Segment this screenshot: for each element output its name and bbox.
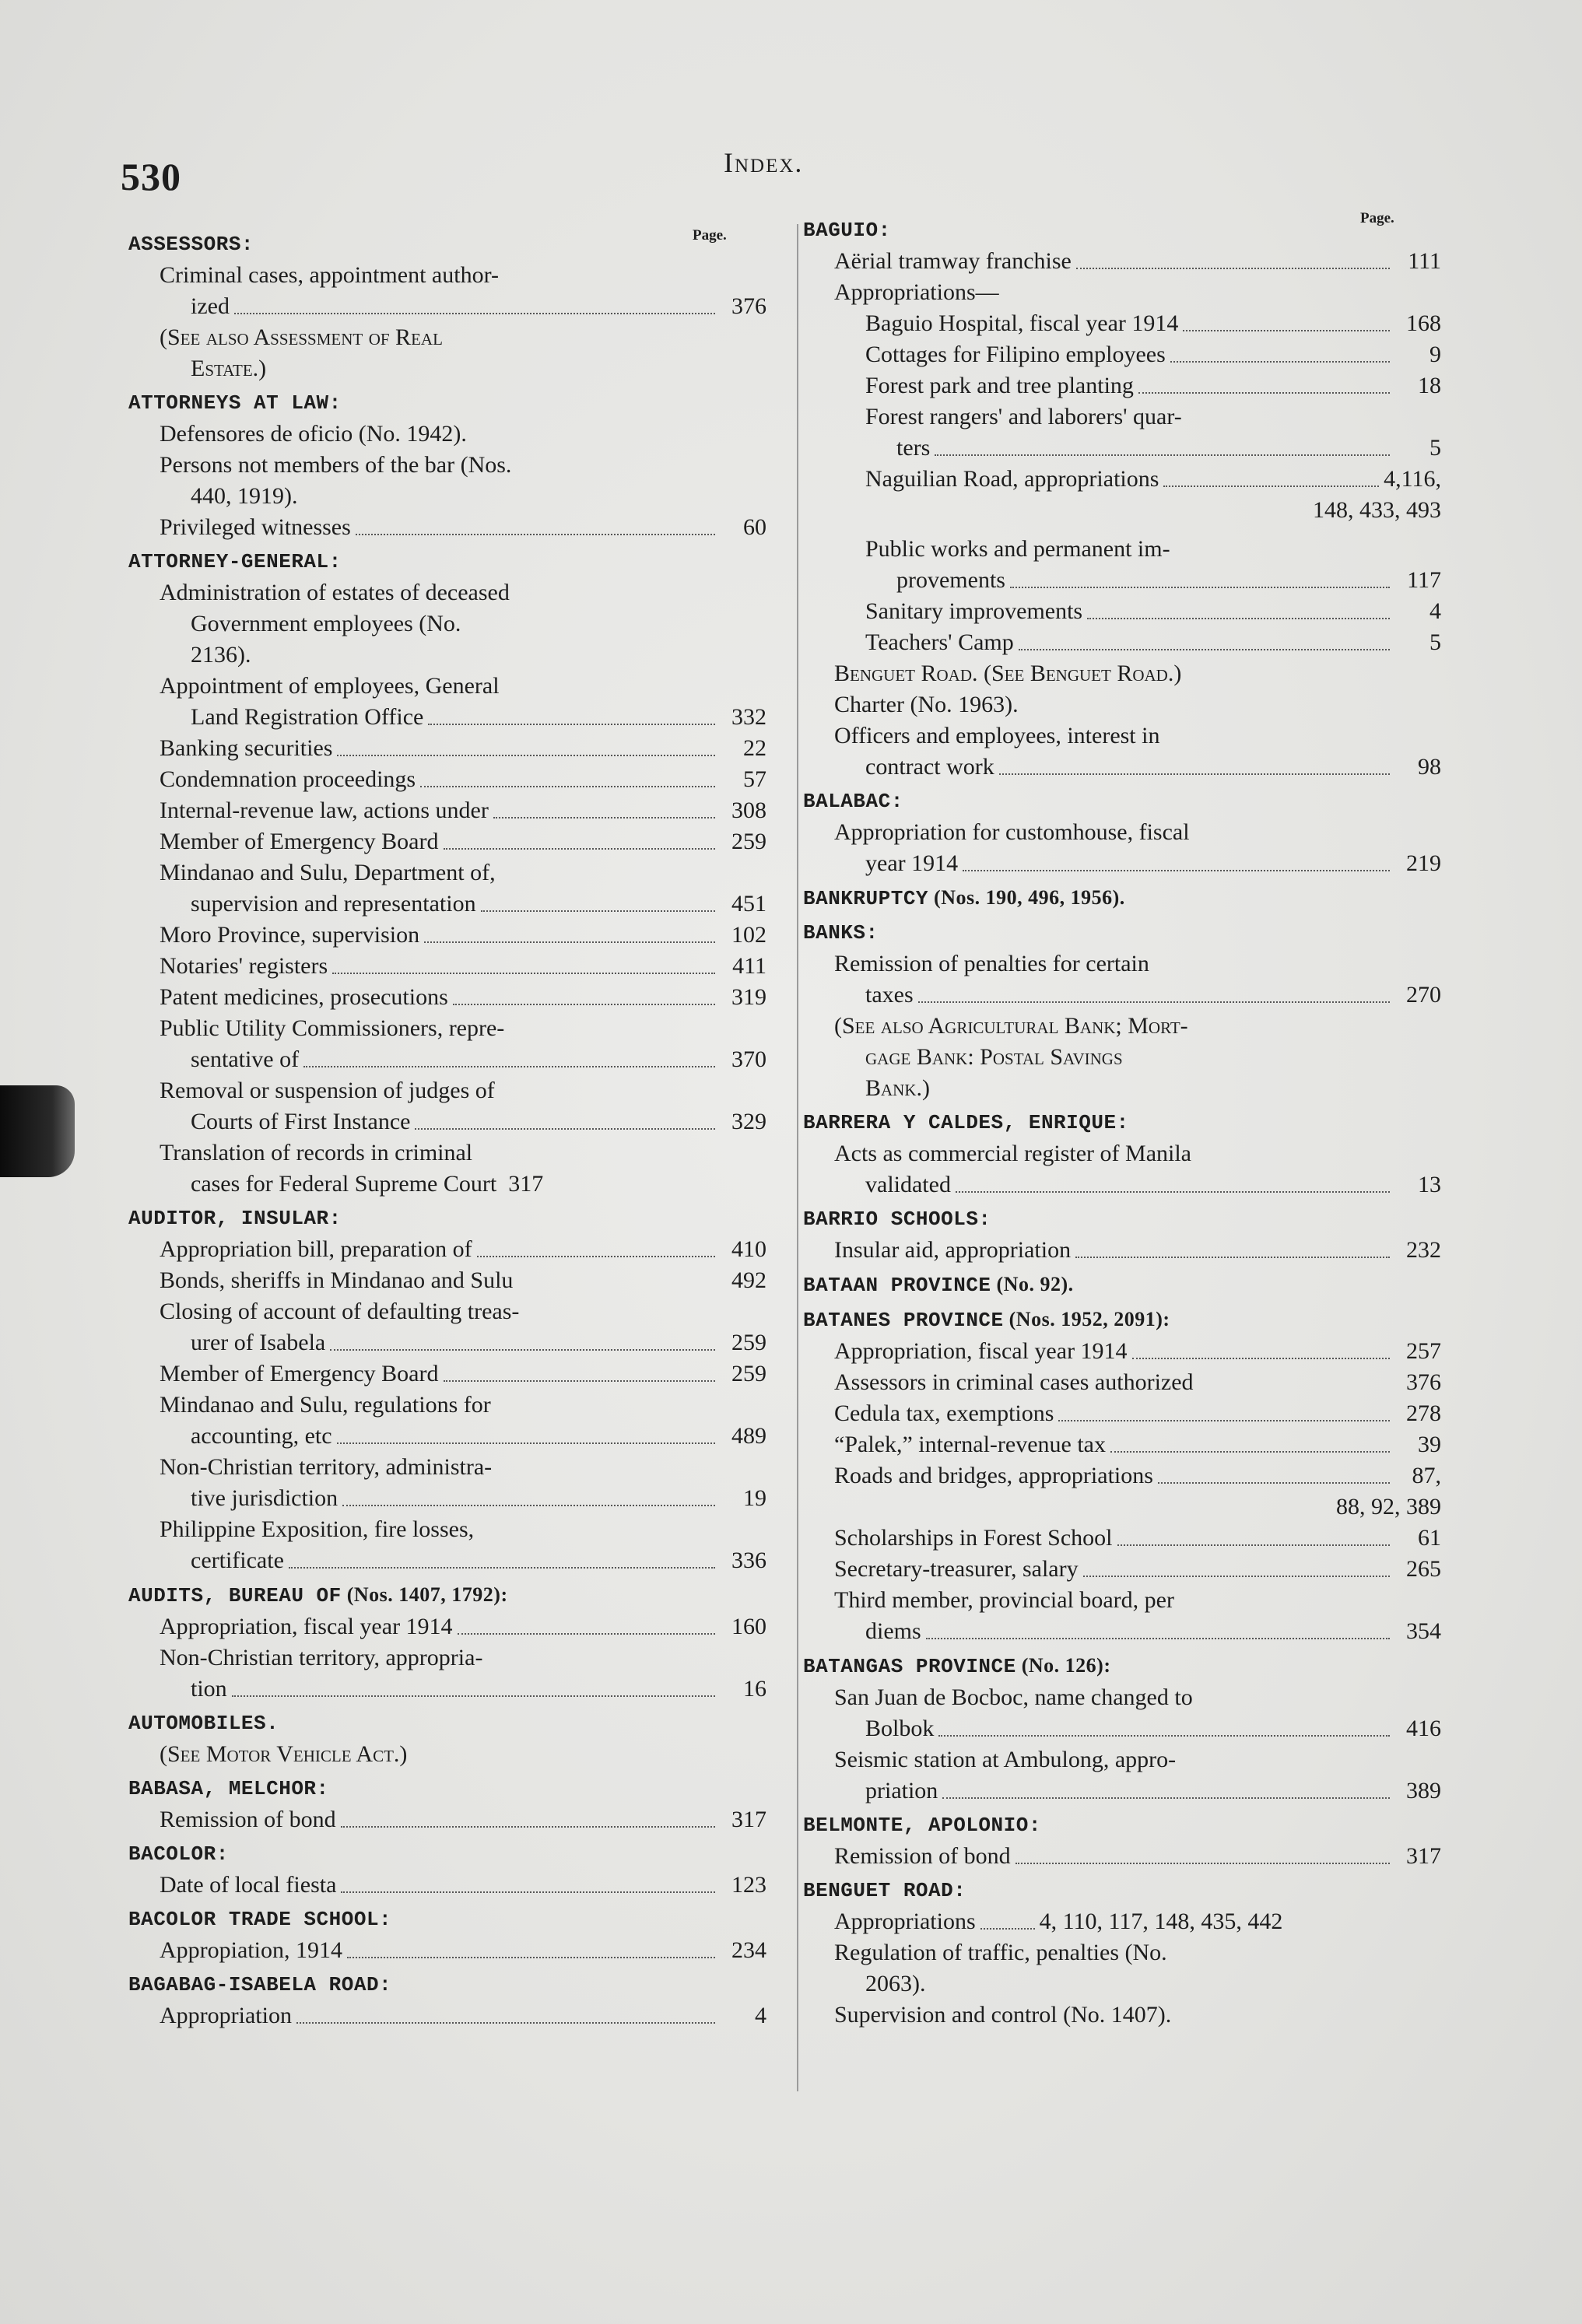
index-heading: AUDITS, BUREAU OF (Nos. 1407, 1792): (128, 1583, 508, 1607)
index-entry: provements 117 (803, 565, 1441, 596)
page-ref: 354 (1406, 1618, 1441, 1644)
index-entry: Member of Emergency Board 259 (128, 1358, 766, 1390)
see-also: (See also Assessment of Real (160, 324, 443, 350)
index-line: Remission of penalties for certain (834, 951, 1149, 976)
page-ref: 259 (731, 1330, 766, 1355)
index-line: Appropriations— (834, 279, 999, 305)
index-entry: “Palek,” internal-revenue tax 39 (803, 1429, 1441, 1460)
index-line: Third member, provincial board, per (834, 1587, 1174, 1613)
index-line: Persons not members of the bar (Nos. (160, 452, 512, 478)
index-entry: supervision and representation 451 (128, 889, 766, 920)
index-entry: priation 389 (803, 1775, 1441, 1807)
see-also-cont: gage Bank: Postal Savings (865, 1044, 1123, 1070)
page-ref: 232 (1406, 1237, 1441, 1263)
index-line: Philippine Exposition, fire losses, (160, 1516, 475, 1542)
index-entry: Assessors in criminal cases authorized 376 (803, 1367, 1441, 1398)
index-entry: ters 5 (803, 433, 1441, 464)
index-line: Public Utility Commissioners, repre- (160, 1015, 505, 1041)
index-line: Translation of records in criminal (160, 1140, 473, 1166)
index-line: San Juan de Bocboc, name changed to (834, 1684, 1193, 1710)
page-ref: 370 (731, 1046, 766, 1072)
page-ref: 16 (743, 1676, 766, 1702)
index-line: Mindanao and Sulu, Department of, (160, 860, 496, 885)
index-entry: Courts of First Instance 329 (128, 1106, 766, 1137)
page-ref: 22 (743, 735, 766, 761)
index-line: Mindanao and Sulu, regulations for (160, 1392, 491, 1418)
page-ref: 13 (1418, 1172, 1441, 1197)
index-line: Seismic station at Ambulong, appro- (834, 1747, 1177, 1772)
index-heading: BARRIO SCHOOLS: (803, 1208, 991, 1231)
page-ref: 4,116, (1384, 466, 1441, 492)
page-ref: 60 (743, 514, 766, 540)
index-entry: Member of Emergency Board 259 (128, 826, 766, 857)
index-line: Forest rangers' and laborers' quar- (865, 404, 1182, 429)
index-entry: taxes 270 (803, 980, 1441, 1011)
index-heading: BATANES PROVINCE (Nos. 1952, 2091): (803, 1308, 1170, 1332)
see-also: Benguet Road. (See Benguet Road.) (834, 661, 1182, 686)
index-line: 440, 1919). (191, 483, 298, 509)
index-line: Government employees (No. (191, 611, 461, 636)
index-entry: Baguio Hospital, fiscal year 1914 168 (803, 308, 1441, 339)
index-entry: tive jurisdiction 19 (128, 1483, 766, 1514)
page-ref: 87, (1412, 1463, 1441, 1488)
left-page-column-header: Page. (693, 227, 727, 244)
page-number: 530 (121, 155, 181, 198)
page-ref: 234 (731, 1937, 766, 1963)
index-heading: AUDITOR, INSULAR: (128, 1207, 342, 1230)
index-entry: tion 16 (128, 1674, 766, 1705)
index-entry: Forest park and tree planting 18 (803, 370, 1441, 401)
index-entry: Condemnation proceedings 57 (128, 764, 766, 795)
index-line: Non-Christian territory, administra- (160, 1454, 493, 1480)
page-ref: 123 (731, 1872, 766, 1898)
index-entry: Appropriation bill, preparation of 410 (128, 1234, 766, 1265)
index-line: 2063). (865, 1971, 926, 1996)
index-entry: Moro Province, supervision 102 (128, 920, 766, 951)
page-ref: 4 (755, 2003, 766, 2028)
index-heading: ASSESSORS: (128, 233, 254, 256)
index-heading: BAGABAG-ISABELA ROAD: (128, 1973, 392, 1996)
index-entry: Land Registration Office 332 (128, 702, 766, 733)
page-ref: 219 (1406, 850, 1441, 876)
page-ref: 317 (731, 1807, 766, 1832)
index-line: 2136). (191, 642, 251, 668)
page-ref: 451 (731, 891, 766, 917)
index-entry: certificate 336 (128, 1545, 766, 1576)
page-ref: 160 (731, 1614, 766, 1639)
page-ref: 19 (743, 1485, 766, 1511)
page-ref: 5 (1429, 629, 1441, 655)
page-ref: 376 (731, 293, 766, 319)
index-entry: Naguilian Road, appropriations 4,116, (803, 464, 1441, 495)
index-heading: BABASA, MELCHOR: (128, 1777, 329, 1800)
page-ref: 257 (1406, 1338, 1441, 1364)
index-line: Officers and employees, interest in (834, 723, 1160, 748)
index-heading: ATTORNEY-GENERAL: (128, 550, 342, 573)
index-heading: BALABAC: (803, 790, 903, 813)
index-entry: Scholarships in Forest School 61 (803, 1523, 1441, 1554)
page-ref: 270 (1406, 982, 1441, 1008)
index-entry: Appropriations 4, 110, 117, 148, 435, 442 (803, 1906, 1441, 1937)
index-entry: Secretary-treasurer, salary 265 (803, 1554, 1441, 1585)
index-entry: ized 376 (128, 291, 766, 322)
index-heading: ATTORNEYS AT LAW: (128, 391, 342, 415)
index-heading: BANKS: (803, 921, 879, 945)
page-ref: 265 (1406, 1556, 1441, 1582)
index-entry: Appropriation, fiscal year 1914 257 (803, 1336, 1441, 1367)
index-heading: AUTOMOBILES. (128, 1712, 279, 1735)
index-line: Non-Christian territory, appropria- (160, 1645, 483, 1670)
index-heading: BACOLOR: (128, 1842, 229, 1866)
page-ref: 410 (731, 1236, 766, 1262)
page-ref: 308 (731, 797, 766, 823)
page-ref-continued: 88, 92, 389 (1336, 1494, 1441, 1520)
index-line: Public works and permanent im- (865, 536, 1170, 562)
page-ref: 492 (731, 1267, 766, 1293)
index-line: Defensores de oficio (No. 1942). (160, 421, 467, 447)
page-ref: 111 (1408, 248, 1441, 274)
running-head: Index. (724, 147, 804, 178)
page-ref: 18 (1418, 373, 1441, 398)
page-ref: 4 (1429, 598, 1441, 624)
index-heading: BATAAN PROVINCE (No. 92). (803, 1273, 1074, 1297)
index-entry: Cottages for Filipino employees 9 (803, 339, 1441, 370)
index-heading: BENGUET ROAD: (803, 1879, 966, 1902)
index-entry: Bonds, sheriffs in Mindanao and Sulu 492 (128, 1265, 766, 1296)
index-line: Appropriation for customhouse, fiscal (834, 819, 1190, 845)
index-column-right (803, 212, 1441, 2031)
index-entry: Internal-revenue law, actions under 308 (128, 795, 766, 826)
page-ref: 117 (1407, 567, 1441, 593)
index-heading: BANKRUPTCY (Nos. 190, 496, 1956). (803, 886, 1125, 910)
see-also-cont: Bank.) (865, 1075, 930, 1101)
index-line: Closing of account of defaulting treas- (160, 1299, 520, 1324)
index-line: Regulation of traffic, penalties (No. (834, 1940, 1167, 1965)
see-also: (See Motor Vehicle Act.) (160, 1741, 408, 1767)
index-entry: Cedula tax, exemptions 278 (803, 1398, 1441, 1429)
page-ref: 317 (508, 1171, 544, 1197)
right-page-column-header: Page. (1360, 210, 1394, 226)
page-ref: 411 (732, 953, 766, 979)
page-ref: 39 (1418, 1432, 1441, 1457)
index-heading: BAGUIO: (803, 219, 891, 242)
page-ref: 4, 110, 117, 148, 435, 442 (1039, 1909, 1283, 1934)
index-entry: Appropiation, 1914 234 (128, 1935, 766, 1966)
page-ref: 317 (1406, 1843, 1441, 1869)
index-entry: cases for Federal Supreme Court 317 (128, 1169, 766, 1200)
index-line: Removal or suspension of judges of (160, 1078, 495, 1103)
page-ref: 259 (731, 1361, 766, 1386)
binding-clip-shadow (0, 1085, 75, 1177)
index-entry: Notaries' registers 411 (128, 951, 766, 982)
page-ref: 102 (731, 922, 766, 948)
index-entry: contract work 98 (803, 752, 1441, 783)
page-ref: 57 (743, 766, 766, 792)
page-ref: 98 (1418, 754, 1441, 780)
index-entry: Banking securities 22 (128, 733, 766, 764)
page-ref: 168 (1406, 310, 1441, 336)
index-entry: Roads and bridges, appropriations 87, (803, 1460, 1441, 1491)
index-entry: Teachers' Camp 5 (803, 627, 1441, 658)
page-ref: 332 (731, 704, 766, 730)
page-ref: 489 (731, 1423, 766, 1449)
index-line: Supervision and control (No. 1407). (834, 2002, 1172, 2028)
index-line: Charter (No. 1963). (834, 692, 1019, 717)
page-ref: 278 (1406, 1400, 1441, 1426)
index-entry: sentative of 370 (128, 1044, 766, 1075)
index-heading: BARRERA Y CALDES, ENRIQUE: (803, 1111, 1129, 1134)
index-entry: Remission of bond 317 (803, 1841, 1441, 1872)
index-entry: diems 354 (803, 1616, 1441, 1647)
page-ref: 9 (1429, 342, 1441, 367)
index-line: Acts as commercial register of Manila (834, 1141, 1191, 1166)
index-entry: Aërial tramway franchise 111 (803, 246, 1441, 277)
page-ref: 259 (731, 829, 766, 854)
index-entry: validated 13 (803, 1169, 1441, 1201)
page-ref: 5 (1429, 435, 1441, 461)
index-entry: Bolbok 416 (803, 1713, 1441, 1744)
page-ref: 336 (731, 1548, 766, 1573)
index-line: Appointment of employees, General (160, 673, 500, 699)
page-ref-continued: 148, 433, 493 (1313, 497, 1441, 523)
index-entry: Remission of bond 317 (128, 1804, 766, 1835)
index-entry: Appropriation, fiscal year 1914 160 (128, 1611, 766, 1642)
index-line: Criminal cases, appointment author- (160, 262, 499, 288)
index-entry: Insular aid, appropriation 232 (803, 1235, 1441, 1266)
page-ref: 61 (1418, 1525, 1441, 1551)
page-ref: 389 (1406, 1778, 1441, 1803)
index-entry: Sanitary improvements 4 (803, 596, 1441, 627)
page-ref: 376 (1406, 1369, 1441, 1395)
index-entry: year 1914 219 (803, 848, 1441, 879)
index-heading: BELMONTE, APOLONIO: (803, 1814, 1041, 1837)
index-entry: Date of local fiesta 123 (128, 1870, 766, 1901)
index-line: Administration of estates of deceased (160, 580, 510, 605)
page-ref: 319 (731, 984, 766, 1010)
index-entry: Appropriation 4 (128, 2000, 766, 2031)
column-divider (797, 224, 798, 2091)
page-ref: 416 (1406, 1716, 1441, 1741)
see-also: (See also Agricultural Bank; Mort- (834, 1013, 1188, 1039)
index-entry: Privileged witnesses 60 (128, 512, 766, 543)
index-heading: BACOLOR TRADE SCHOOL: (128, 1908, 392, 1931)
index-heading: BATANGAS PROVINCE (No. 126): (803, 1654, 1111, 1678)
index-entry: Patent medicines, prosecutions 319 (128, 982, 766, 1013)
index-entry: accounting, etc 489 (128, 1421, 766, 1452)
page-ref: 329 (731, 1109, 766, 1134)
index-entry: urer of Isabela 259 (128, 1327, 766, 1358)
see-also-cont: Estate.) (191, 356, 267, 381)
index-column-left (128, 226, 766, 2031)
